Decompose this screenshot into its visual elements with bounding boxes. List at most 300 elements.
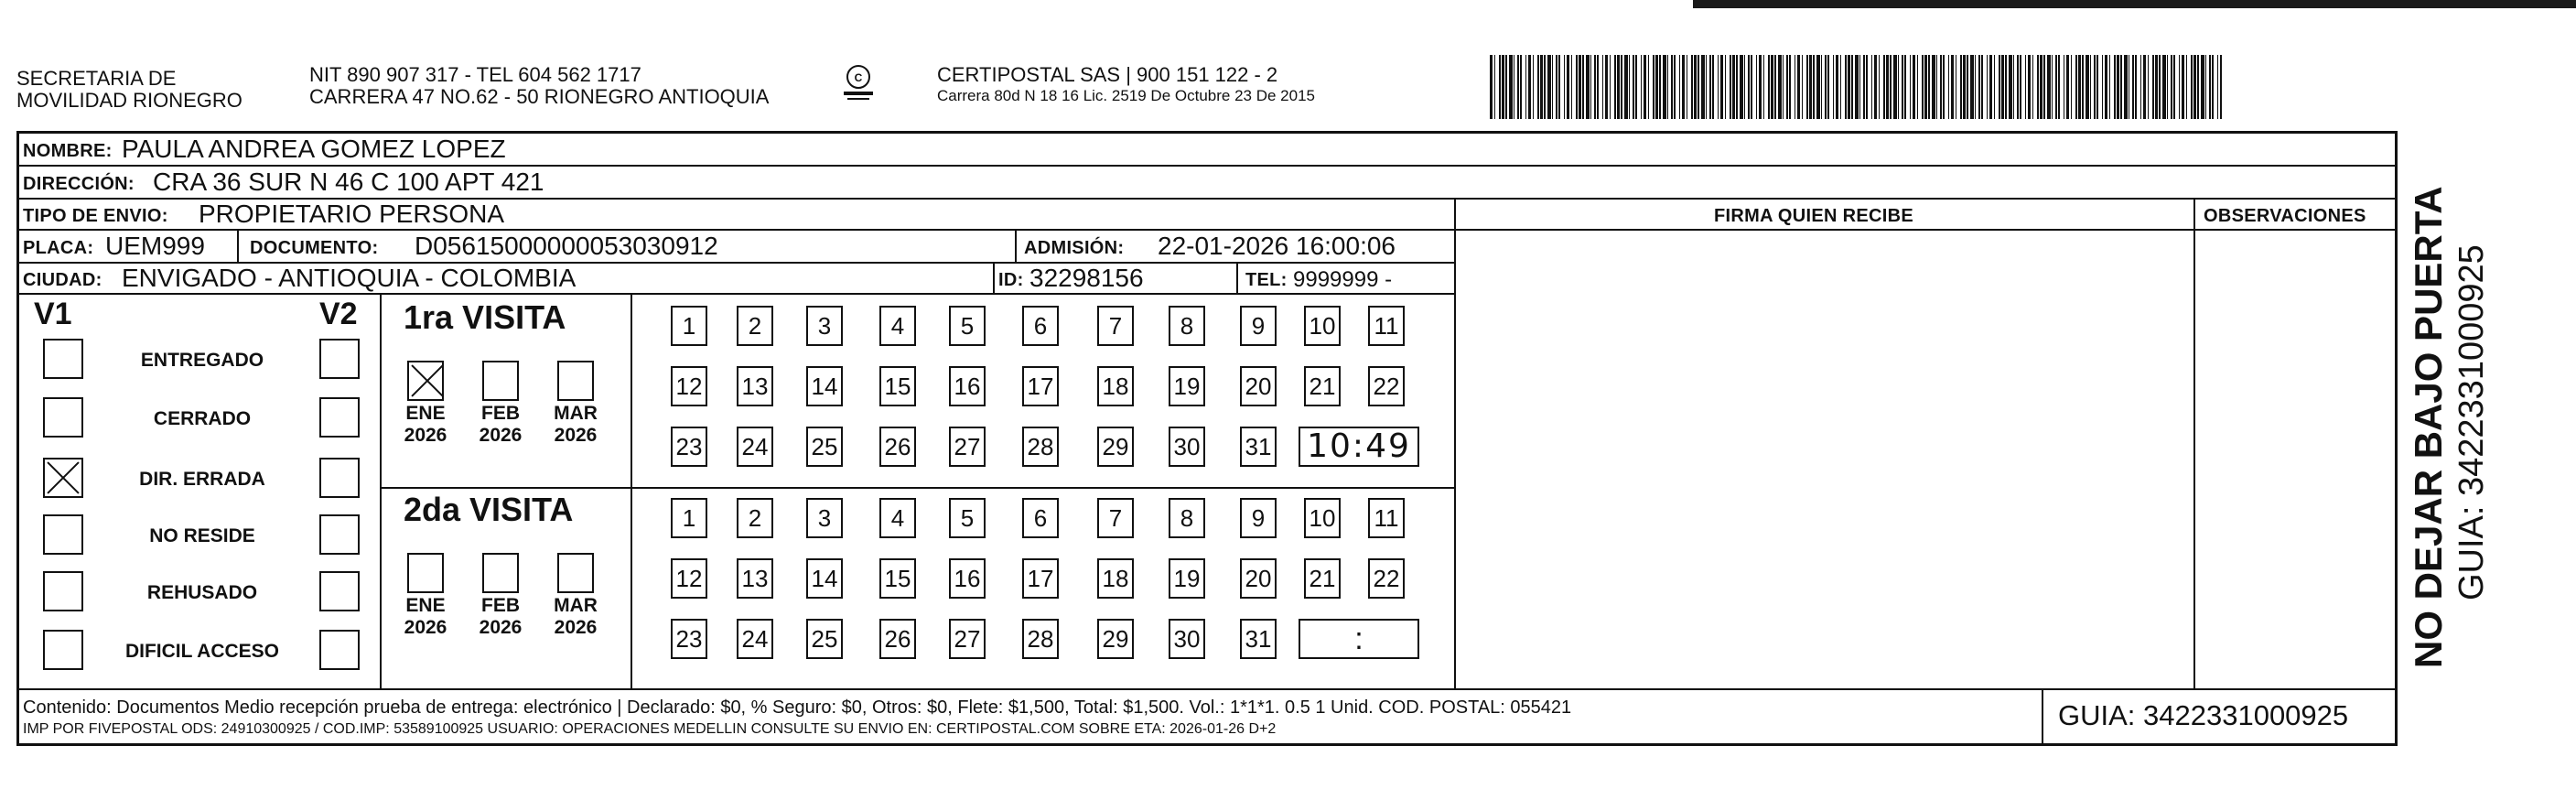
- barcode-bar: [1671, 55, 1673, 119]
- divider: [2395, 134, 2397, 688]
- month-name: MAR: [554, 403, 598, 424]
- status-v1-checkbox: [43, 514, 83, 555]
- status-v2-checkbox: [319, 630, 360, 670]
- barcode-bar: [1736, 55, 1738, 119]
- divider: [631, 295, 632, 688]
- barcode-bar: [1978, 55, 1980, 119]
- org-line2: MOVILIDAD RIONEGRO: [16, 89, 243, 112]
- barcode-bar: [1994, 55, 1995, 119]
- month-year: 2026: [479, 425, 523, 446]
- barcode-bar: [1709, 55, 1711, 119]
- barcode-bar: [1725, 55, 1726, 119]
- status-label: NO RESIDE: [149, 525, 255, 546]
- barcode-bar: [2152, 55, 2154, 119]
- day-box: 6: [1022, 306, 1059, 346]
- day-box: 31: [1240, 619, 1277, 659]
- barcode-bar: [1778, 55, 1782, 119]
- barcode-bar: [2209, 55, 2211, 119]
- status-label: CERRADO: [153, 408, 252, 429]
- barcode-bar: [1582, 55, 1584, 119]
- day-box: 11: [1368, 498, 1405, 538]
- barcode-bar: [1917, 55, 1918, 119]
- barcode-bar: [1590, 55, 1591, 119]
- barcode-bar: [2191, 55, 2193, 119]
- barcode-bar: [1859, 55, 1860, 119]
- barcode-bar: [1883, 55, 1885, 119]
- barcode-bar: [2220, 55, 2222, 119]
- footer-guia: GUIA: 3422331000925: [2058, 699, 2349, 731]
- day-box: 25: [806, 619, 843, 659]
- barcode-bar: [2217, 55, 2218, 119]
- org-name: [16, 68, 243, 112]
- status-label: REHUSADO: [146, 582, 258, 603]
- day-box: 24: [737, 619, 773, 659]
- day-box: 2: [737, 498, 773, 538]
- barcode-bar: [1567, 55, 1569, 119]
- day-box: 28: [1022, 619, 1059, 659]
- day-box: 11: [1368, 306, 1405, 346]
- day-box: 12: [671, 558, 707, 599]
- admision-label: ADMISIÓN:: [1024, 238, 1125, 258]
- barcode-bar: [1840, 55, 1841, 119]
- day-box: 19: [1169, 558, 1205, 599]
- barcode-bar: [2102, 55, 2103, 119]
- barcode-bar: [2148, 55, 2149, 119]
- documento-value: D05615000000053030912: [415, 232, 718, 260]
- month-checkbox: [482, 553, 519, 593]
- imp-text: IMP POR FIVEPOSTAL ODS: 24910300925 / COD.IMP: 53589100925 USUARIO: OPERACIONES MEDELLIN CONSULTE SU ENVIO EN: CERTIPOSTAL.COM SOBRE ETA: 2026-01-26 D+2: [23, 721, 1277, 737]
- ciudad-row: [19, 264, 1454, 295]
- barcode-bar: [2109, 55, 2110, 119]
- barcode-bar: [2197, 55, 2199, 119]
- day-box: 13: [737, 366, 773, 406]
- barcode-bar: [1797, 55, 1800, 119]
- day-box: 23: [671, 427, 707, 467]
- barcode-bar: [1655, 55, 1658, 119]
- divider: [993, 264, 995, 295]
- day-box: 30: [1169, 427, 1205, 467]
- side-warning: NO DEJAR BAJO PUERTA: [2407, 186, 2450, 668]
- status-v1-checkbox: [43, 339, 83, 379]
- status-label: ENTREGADO: [140, 350, 264, 371]
- barcode-bar: [2096, 55, 2098, 119]
- nit-block: [309, 64, 769, 108]
- barcode-bar: [1786, 55, 1788, 119]
- direccion-row: [19, 167, 2395, 200]
- day-box: 4: [879, 498, 916, 538]
- barcode-bar: [1740, 55, 1743, 119]
- day-box: 18: [1097, 366, 1134, 406]
- barcode-bar: [1893, 55, 1897, 119]
- barcode-bar: [1605, 55, 1608, 119]
- month-name: FEB: [481, 403, 520, 424]
- barcode-bar: [1774, 55, 1776, 119]
- barcode-bar: [2205, 55, 2206, 119]
- admision-value: 22-01-2026 16:00:06: [1158, 232, 1396, 260]
- status-v2-checkbox: [319, 397, 360, 438]
- barcode-bar: [1698, 55, 1699, 119]
- barcode-bar: [2140, 55, 2141, 119]
- barcode-bar: [1940, 55, 1942, 119]
- barcode-bar: [2040, 55, 2042, 119]
- barcode-bar: [1987, 55, 1988, 119]
- visit-time: 10:49: [1299, 427, 1419, 467]
- tel-label: TEL:: [1245, 270, 1288, 290]
- barcode-bar: [1558, 55, 1560, 119]
- barcode-bar: [1886, 55, 1889, 119]
- month-year: 2026: [554, 425, 598, 446]
- divider: [2042, 688, 2043, 743]
- barcode-bar: [1712, 55, 1714, 119]
- barcode-bar: [2032, 55, 2033, 119]
- barcode-bar: [2090, 55, 2091, 119]
- barcode-bar: [1866, 55, 1868, 119]
- barcode-bar: [1989, 55, 1992, 119]
- day-box: 21: [1304, 558, 1341, 599]
- side-guia: GUIA: 3422331000925: [2452, 244, 2491, 600]
- status-v2-checkbox: [319, 571, 360, 611]
- barcode-bar: [1744, 55, 1745, 119]
- barcode-bar: [1525, 55, 1526, 119]
- divider: [1236, 264, 1238, 295]
- barcode-bar: [2201, 55, 2204, 119]
- barcode-bar: [2182, 55, 2184, 119]
- day-box: 22: [1368, 366, 1405, 406]
- day-box: 13: [737, 558, 773, 599]
- visit-divider: [380, 487, 1454, 489]
- barcode-bar: [1836, 55, 1838, 119]
- barcode-bar: [2162, 55, 2166, 119]
- day-box: 18: [1097, 558, 1134, 599]
- day-box: 26: [879, 427, 916, 467]
- day-box: 10: [1304, 498, 1341, 538]
- day-box: 10: [1304, 306, 1341, 346]
- ciudad-label: CIUDAD:: [23, 270, 102, 290]
- barcode-bar: [2013, 55, 2014, 119]
- barcode-bar: [1537, 55, 1539, 119]
- month-checkbox: [407, 553, 444, 593]
- barcode-bar: [2159, 55, 2161, 119]
- barcode-bar: [1730, 55, 1731, 119]
- status-v2-checkbox: [319, 458, 360, 498]
- barcode-bar: [1813, 55, 1815, 119]
- day-box: 14: [806, 366, 843, 406]
- barcode-bar: [1789, 55, 1791, 119]
- barcode-bar: [1981, 55, 1983, 119]
- barcode-bar: [2066, 55, 2069, 119]
- barcode-bar: [1763, 55, 1764, 119]
- barcode-bar: [2212, 55, 2214, 119]
- month-checkbox: [482, 361, 519, 401]
- day-box: 9: [1240, 306, 1277, 346]
- barcode-bar: [2135, 55, 2137, 119]
- barcode-bar: [2075, 55, 2077, 119]
- observaciones-header: OBSERVACIONES: [2204, 206, 2366, 226]
- barcode-bar: [2086, 55, 2089, 119]
- barcode-bar: [2132, 55, 2134, 119]
- placa-value: UEM999: [105, 232, 205, 260]
- barcode-bar: [2047, 55, 2051, 119]
- barcode-bar: [1898, 55, 1899, 119]
- barcode-bar: [2179, 55, 2180, 119]
- barcode-bar: [2043, 55, 2045, 119]
- barcode-bar: [1943, 55, 1945, 119]
- barcode-bar: [1928, 55, 1930, 119]
- day-box: 4: [879, 306, 916, 346]
- barcode-bar: [1610, 55, 1611, 119]
- status-v2-checkbox: [319, 339, 360, 379]
- barcode-bar: [1863, 55, 1865, 119]
- barcode-bar: [1624, 55, 1628, 119]
- footer-divider: [19, 688, 2395, 690]
- status-v1-checkbox: [43, 630, 83, 670]
- barcode-bar: [1648, 55, 1649, 119]
- day-box: 31: [1240, 427, 1277, 467]
- barcode-bar: [1802, 55, 1803, 119]
- divider: [1454, 200, 1456, 688]
- month-name: FEB: [481, 595, 520, 616]
- day-box: 29: [1097, 619, 1134, 659]
- status-v2-checkbox: [319, 514, 360, 555]
- barcode-bar: [2009, 55, 2012, 119]
- nombre-label: NOMBRE:: [23, 141, 113, 161]
- barcode-bar: [2028, 55, 2031, 119]
- svg-text:C: C: [854, 71, 863, 84]
- barcode-bar: [1720, 55, 1723, 119]
- barcode-bar: [1748, 55, 1750, 119]
- barcode-bar: [1821, 55, 1822, 119]
- month-checkbox: [407, 361, 444, 401]
- barcode-bar: [2052, 55, 2053, 119]
- direccion-label: DIRECCIÓN:: [23, 174, 135, 194]
- barcode-bar: [1544, 55, 1546, 119]
- barcode-bar: [1520, 55, 1522, 119]
- nit-line1: NIT 890 907 317 - TEL 604 562 1717: [309, 63, 641, 86]
- day-box: 1: [671, 498, 707, 538]
- contenido-text: Contenido: Documentos Medio recepción prueba de entrega: electrónico | Declarado: $0, % Seguro: $0, Otros: $0, Flete: $1,500, Total: $1,500. Vol.: 1*1*1. 0.5 1 Unid. COD. POSTAL: 055421: [23, 697, 1572, 718]
- barcode-bar: [1922, 55, 1924, 119]
- direccion-value: CRA 36 SUR N 46 C 100 APT 421: [153, 168, 544, 196]
- barcode-bar: [1552, 55, 1553, 119]
- barcode-bar: [1579, 55, 1581, 119]
- barcode-bar: [1490, 55, 1493, 119]
- day-box: 15: [879, 558, 916, 599]
- barcode-bar: [1871, 55, 1872, 119]
- day-box: 14: [806, 558, 843, 599]
- barcode-bar: [1494, 55, 1495, 119]
- barcode-bar: [2058, 55, 2060, 119]
- id-value: 32298156: [1029, 264, 1144, 292]
- month-year: 2026: [404, 425, 447, 446]
- id-label: ID:: [998, 270, 1024, 290]
- top-edge: [0, 0, 2576, 13]
- status-v1-checkbox: [43, 397, 83, 438]
- nombre-row: [19, 134, 2395, 167]
- day-box: 17: [1022, 366, 1059, 406]
- courier-line1: CERTIPOSTAL SAS | 900 151 122 - 2: [937, 63, 1278, 86]
- barcode-bar: [2071, 55, 2072, 119]
- barcode-bar: [1759, 55, 1762, 119]
- barcode-bar: [1827, 55, 1829, 119]
- tel-value: 9999999 -: [1293, 267, 1393, 292]
- barcode-bar: [1633, 55, 1634, 119]
- barcode-bar: [1970, 55, 1974, 119]
- barcode-bar: [1751, 55, 1752, 119]
- barcode-icon: [1490, 55, 2222, 119]
- barcode-bar: [2173, 55, 2175, 119]
- certipostal-logo-icon: [838, 64, 877, 103]
- barcode-bar: [1653, 55, 1654, 119]
- barcode-bar: [2078, 55, 2081, 119]
- firma-header: FIRMA QUIEN RECIBE: [1714, 206, 1913, 226]
- day-box: 16: [949, 558, 986, 599]
- barcode-bar: [1602, 55, 1603, 119]
- barcode-bar: [1571, 55, 1572, 119]
- barcode-bar: [1999, 55, 2000, 119]
- barcode-bar: [1679, 55, 1680, 119]
- day-box: 15: [879, 366, 916, 406]
- status-label: DIR. ERRADA: [139, 469, 265, 490]
- day-box: 8: [1169, 498, 1205, 538]
- barcode-bar: [2186, 55, 2187, 119]
- barcode-bar: [1556, 55, 1557, 119]
- barcode-bar: [2020, 55, 2021, 119]
- day-box: 16: [949, 366, 986, 406]
- barcode-bar: [2025, 55, 2026, 119]
- barcode-bar: [1951, 55, 1954, 119]
- barcode-bar: [1825, 55, 1827, 119]
- barcode-bar: [1663, 55, 1666, 119]
- barcode-bar: [2055, 55, 2057, 119]
- placa-row: [19, 231, 1454, 264]
- barcode-bar: [1845, 55, 1847, 119]
- barcode-bar: [1936, 55, 1937, 119]
- day-box: 20: [1240, 366, 1277, 406]
- month-checkbox: [557, 553, 594, 593]
- barcode-bar: [1694, 55, 1697, 119]
- barcode-bar: [1499, 55, 1501, 119]
- visit-time: :: [1299, 619, 1419, 659]
- divider: [2193, 200, 2195, 688]
- barcode-bar: [1904, 55, 1906, 119]
- barcode-bar: [2143, 55, 2146, 119]
- day-box: 6: [1022, 498, 1059, 538]
- barcode-bar: [2124, 55, 2128, 119]
- barcode-bar: [1963, 55, 1966, 119]
- barcode-bar: [1848, 55, 1850, 119]
- barcode-bar: [1682, 55, 1685, 119]
- day-box: 29: [1097, 427, 1134, 467]
- barcode-bar: [2005, 55, 2007, 119]
- barcode-bar: [1701, 55, 1705, 119]
- barcode-bar: [1816, 55, 1820, 119]
- barcode-bar: [1924, 55, 1927, 119]
- barcode-bar: [1533, 55, 1534, 119]
- barcode-bar: [2001, 55, 2004, 119]
- barcode-bar: [1768, 55, 1770, 119]
- month-year: 2026: [479, 617, 523, 638]
- delivery-form: [16, 131, 2398, 746]
- month-name: ENE: [405, 403, 446, 424]
- barcode-bar: [1517, 55, 1519, 119]
- day-box: 27: [949, 427, 986, 467]
- barcode-bar: [2167, 55, 2168, 119]
- divider: [237, 231, 239, 264]
- barcode-bar: [1910, 55, 1911, 119]
- barcode-bar: [1975, 55, 1976, 119]
- status-v1-checkbox: [43, 571, 83, 611]
- barcode-bar: [1890, 55, 1892, 119]
- day-box: 7: [1097, 306, 1134, 346]
- barcode-bar: [1932, 55, 1935, 119]
- day-box: 25: [806, 427, 843, 467]
- day-box: 26: [879, 619, 916, 659]
- barcode-bar: [2105, 55, 2107, 119]
- placa-label: PLACA:: [23, 238, 94, 258]
- barcode-bar: [2120, 55, 2122, 119]
- month-name: ENE: [405, 595, 446, 616]
- barcode-bar: [1855, 55, 1859, 119]
- barcode-bar: [1644, 55, 1646, 119]
- day-box: 12: [671, 366, 707, 406]
- barcode-bar: [1641, 55, 1642, 119]
- barcode-bar: [1667, 55, 1668, 119]
- day-box: 22: [1368, 558, 1405, 599]
- barcode-bar: [1809, 55, 1812, 119]
- barcode-bar: [2017, 55, 2019, 119]
- day-box: 20: [1240, 558, 1277, 599]
- day-box: 5: [949, 306, 986, 346]
- barcode-bar: [1674, 55, 1676, 119]
- day-box: 21: [1304, 366, 1341, 406]
- barcode-bar: [1617, 55, 1620, 119]
- divider: [380, 295, 382, 688]
- barcode-bar: [1614, 55, 1616, 119]
- barcode-bar: [2171, 55, 2172, 119]
- barcode-bar: [1691, 55, 1693, 119]
- barcode-bar: [1706, 55, 1707, 119]
- barcode-bar: [1576, 55, 1578, 119]
- barcode-bar: [1594, 55, 1596, 119]
- day-box: 2: [737, 306, 773, 346]
- nit-line2: CARRERA 47 NO.62 - 50 RIONEGRO ANTIOQUIA: [309, 85, 770, 108]
- day-box: 24: [737, 427, 773, 467]
- barcode-bar: [1528, 55, 1531, 119]
- barcode-bar: [1502, 55, 1504, 119]
- day-box: 9: [1240, 498, 1277, 538]
- barcode-bar: [1635, 55, 1637, 119]
- barcode-bar: [1960, 55, 1962, 119]
- barcode-bar: [1771, 55, 1773, 119]
- day-box: 17: [1022, 558, 1059, 599]
- month-checkbox: [557, 361, 594, 401]
- visit-title: 1ra VISITA: [404, 298, 566, 336]
- day-box: 8: [1169, 306, 1205, 346]
- barcode-bar: [1874, 55, 1877, 119]
- ciudad-value: ENVIGADO - ANTIOQUIA - COLOMBIA: [122, 264, 577, 292]
- barcode-bar: [2037, 55, 2039, 119]
- barcode-bar: [1902, 55, 1903, 119]
- v2-label: V2: [319, 297, 358, 331]
- day-box: 5: [949, 498, 986, 538]
- courier-line2: Carrera 80d N 18 16 Lic. 2519 De Octubre 23 De 2015: [937, 87, 1315, 104]
- barcode-bar: [1540, 55, 1543, 119]
- status-label: DIFICIL ACCESO: [124, 641, 279, 662]
- tipo-label: TIPO DE ENVIO:: [23, 206, 168, 226]
- day-box: 3: [806, 498, 843, 538]
- day-box: 3: [806, 306, 843, 346]
- barcode-bar: [1806, 55, 1808, 119]
